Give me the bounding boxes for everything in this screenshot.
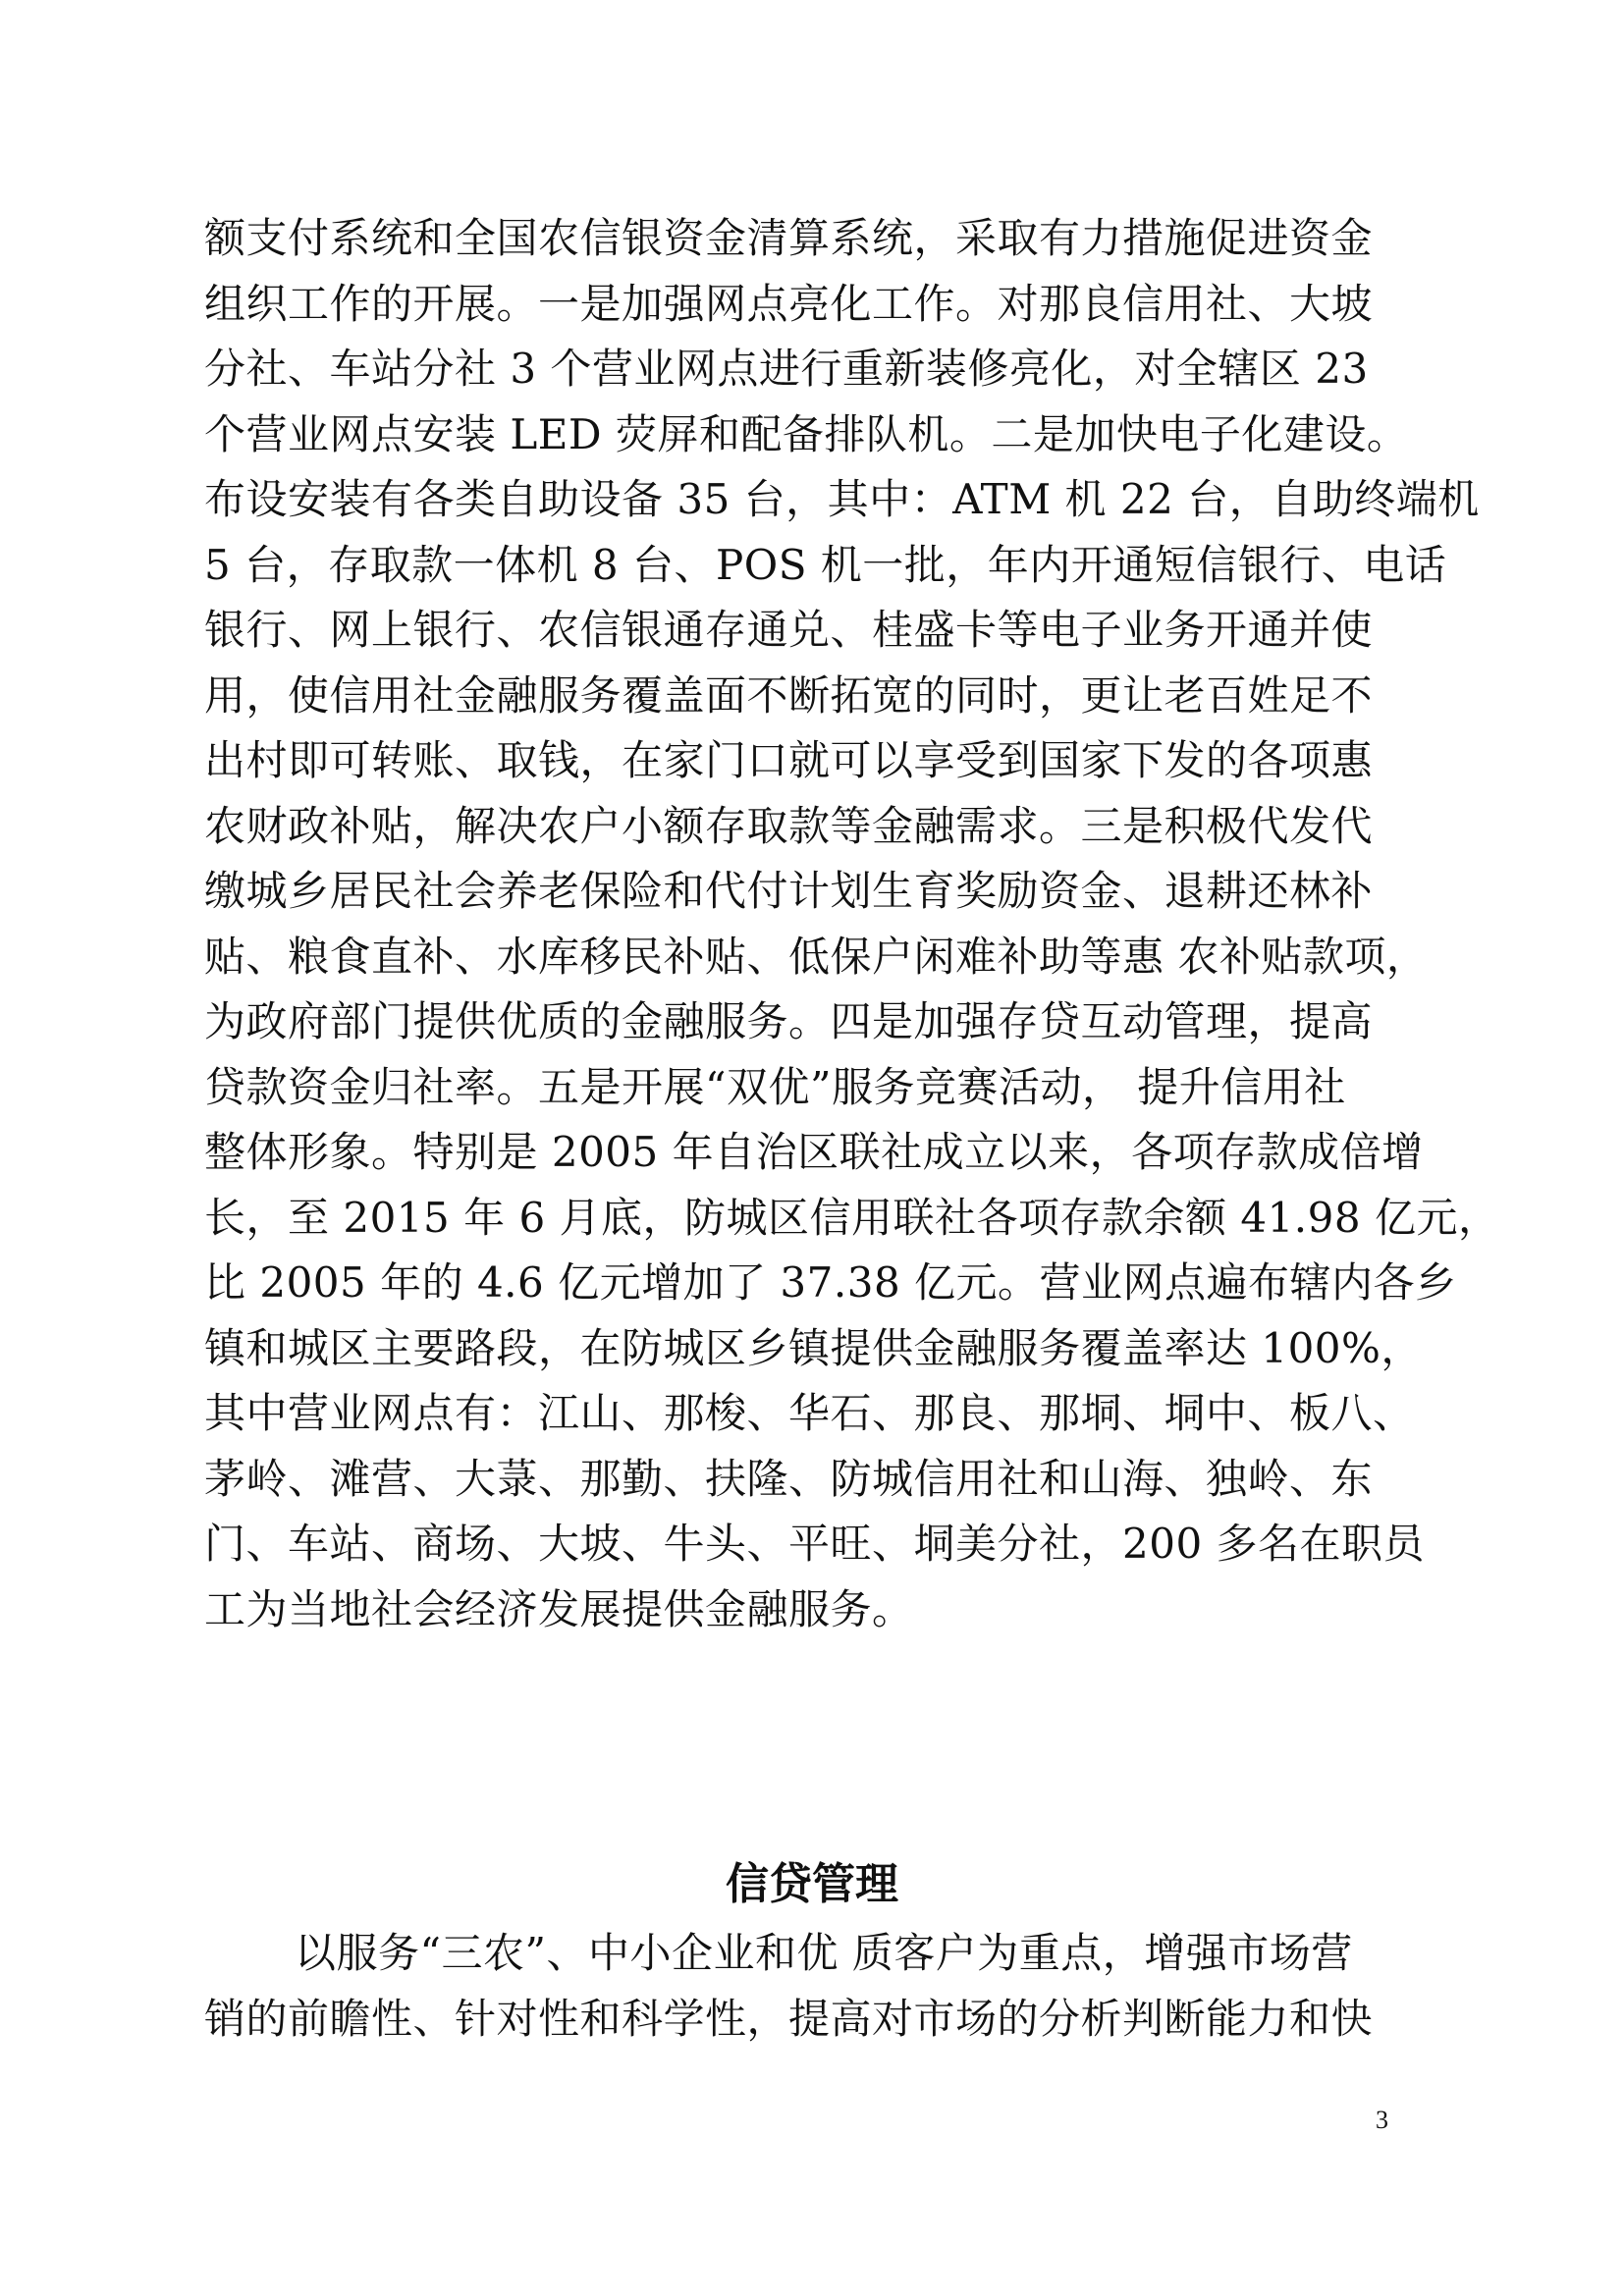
text-line: 以服务“三农”、中小企业和优 质客户为重点，增强市场营 bbox=[295, 1929, 1353, 1977]
text-line: 销的前瞻性、针对性和科学性，提高对市场的分析判断能力和快 bbox=[204, 1994, 1374, 2043]
text-line: 分社、车站分社 3 个营业网点进行重新装修亮化，对全辖区 23 bbox=[204, 345, 1369, 393]
text-line: 组织工作的开展。一是加强网点亮化工作。对那良信用社、大坡 bbox=[204, 279, 1374, 328]
text-line: 比 2005 年的 4.6 亿元增加了 37.38 亿元。营业网点遍布辖内各乡 bbox=[204, 1258, 1457, 1307]
text-line: 5 台，存取款一体机 8 台、POS 机一批，年内开通短信银行、电话 bbox=[204, 540, 1447, 589]
text-line: 缴城乡居民社会养老保险和代付计划生育奖励资金、退耕还林补 bbox=[204, 867, 1374, 915]
section-title: 信贷管理 bbox=[726, 1859, 898, 1909]
text-line: 门、车站、商场、大坡、牛头、平旺、垌美分社，200 多名在职员 bbox=[204, 1520, 1426, 1568]
text-line: 个营业网点安装 LED 荧屏和配备排队机。二是加快电子化建设。 bbox=[204, 409, 1409, 458]
paragraph-1 bbox=[204, 206, 1500, 1642]
text-line: 银行、网上银行、农信银通存通兑、桂盛卡等电子业务开通并使 bbox=[204, 606, 1374, 654]
text-line: 其中营业网点有：江山、那梭、华石、那良、那垌、垌中、板八、 bbox=[204, 1389, 1415, 1437]
text-line: 用，使信用社金融服务覆盖面不断拓宽的同时，更让老百姓足不 bbox=[204, 670, 1374, 720]
text-line: 贷款资金归社率。五是开展“双优”服务竞赛活动， 提升信用社 bbox=[204, 1062, 1346, 1111]
text-line: 布设安装有各类自助设备 35 台，其中：ATM 机 22 台，自助终端机 bbox=[204, 475, 1480, 523]
text-line: 额支付系统和全国农信银资金清算系统，采取有力措施促进资金 bbox=[204, 214, 1374, 262]
page-number: 3 bbox=[1376, 2106, 1388, 2134]
text-line: 茅岭、滩营、大菉、那勤、扶隆、防城信用社和山海、独岭、东 bbox=[204, 1454, 1374, 1503]
paragraph-2 bbox=[204, 1921, 1441, 2052]
text-line: 贴、粮食直补、水库移民补贴、低保户闲难补助等惠 农补贴款项， bbox=[204, 932, 1429, 981]
text-line: 整体形象。特别是 2005 年自治区联社成立以来，各项存款成倍增 bbox=[204, 1128, 1424, 1176]
text-line: 农财政补贴，解决农户小额存取款等金融需求。三是积极代发代 bbox=[204, 801, 1374, 850]
text-line: 长，至 2015 年 6 月底，防城区信用联社各项存款余额 41.98 亿元， bbox=[204, 1193, 1500, 1242]
text-line: 工为当地社会经济发展提供金融服务。 bbox=[204, 1584, 914, 1633]
text-line: 为政府部门提供优质的金融服务。四是加强存贷互动管理，提高 bbox=[204, 997, 1374, 1045]
text-line: 镇和城区主要路段，在防城区乡镇提供金融服务覆盖率达 100%， bbox=[204, 1323, 1423, 1372]
text-line: 出村即可转账、取钱，在家门口就可以享受到国家下发的各项惠 bbox=[204, 736, 1374, 784]
